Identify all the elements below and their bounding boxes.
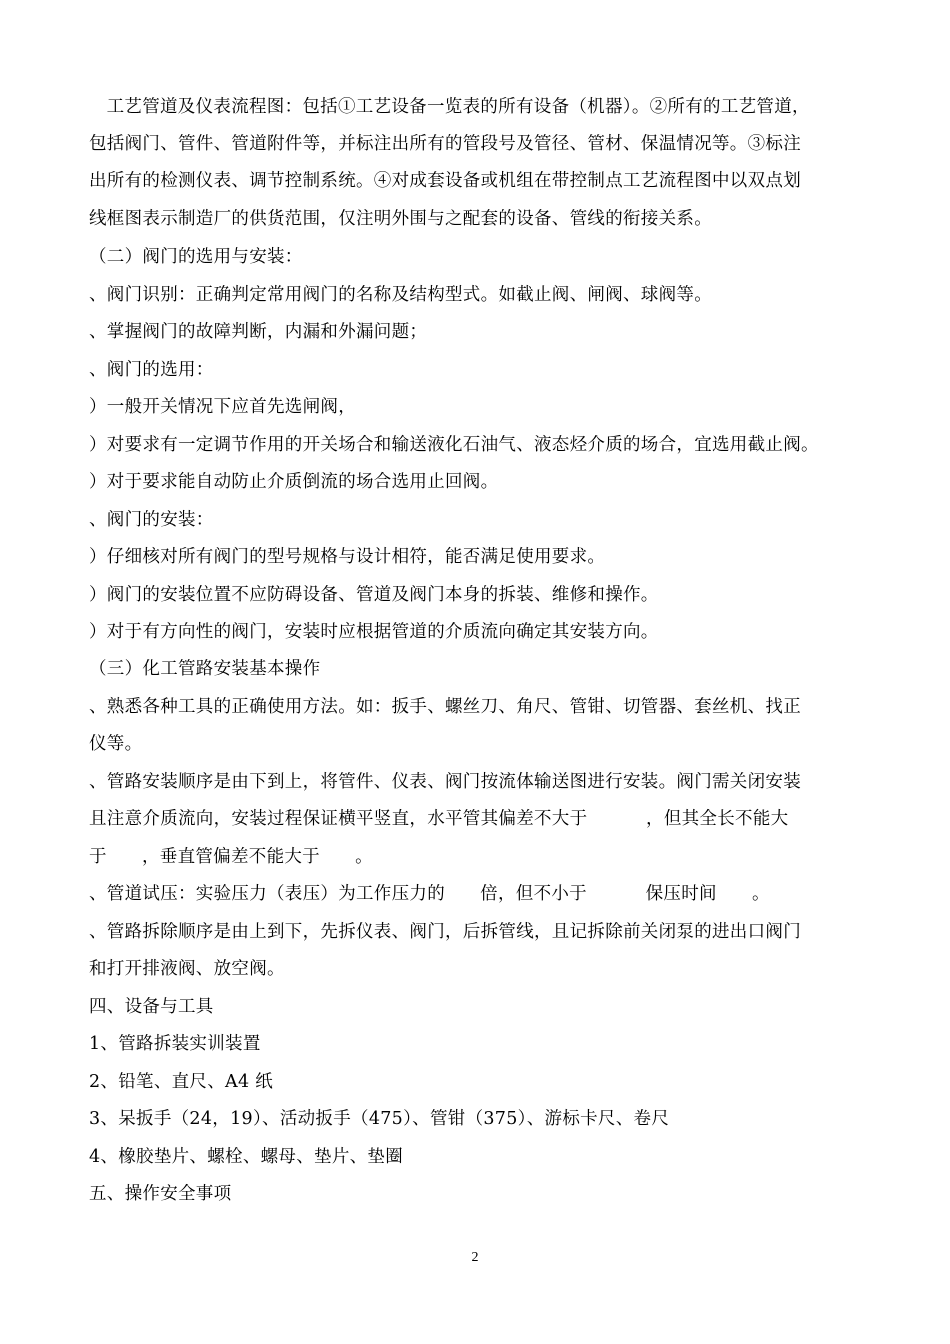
text-line: 、管道试压：实验压力（表压）为工作压力的 倍，但不小于 保压时间 。 <box>89 884 770 904</box>
text-line: 、熟悉各种工具的正确使用方法。如：扳手、螺丝刀、角尺、管钳、切管器、套丝机、找正 <box>89 697 801 717</box>
text-line: 工艺管道及仪表流程图：包括①工艺设备一览表的所有设备（机器）。②所有的工艺管道， <box>89 97 810 117</box>
text-line: 于 ，垂直管偏差不能大于 。 <box>89 847 373 867</box>
section-heading: 四、设备与工具 <box>89 997 214 1017</box>
list-item: 2、铅笔、直尺、A4 纸 <box>89 1072 274 1092</box>
text-line: 和打开排液阀、放空阀。 <box>89 959 285 979</box>
text-line: ）一般开关情况下应首先选闸阀， <box>89 397 356 417</box>
list-item: 4、橡胶垫片、螺栓、螺母、垫片、垫圈 <box>89 1147 404 1167</box>
text-line: 仪等。 <box>89 734 143 754</box>
text-line: 、掌握阀门的故障判断，内漏和外漏问题； <box>89 322 428 342</box>
text-line: ）对于有方向性的阀门，安装时应根据管道的介质流向确定其安装方向。 <box>89 622 659 642</box>
text-line: 包括阀门、管件、管道附件等，并标注出所有的管段号及管径、管材、保温情况等。③标注 <box>89 134 801 154</box>
text-line: ）阀门的安装位置不应防碍设备、管道及阀门本身的拆装、维修和操作。 <box>89 585 659 605</box>
text-line: 且注意介质流向，安装过程保证横平竖直，水平管其偏差不大于 ，但其全长不能大 <box>89 809 789 829</box>
list-item: 3、呆扳手（24，19）、活动扳手（475）、管钳（375）、游标卡尺、卷尺 <box>89 1109 670 1129</box>
section-heading: （三）化工管路安装基本操作 <box>89 659 321 679</box>
section-heading: 五、操作安全事项 <box>89 1184 232 1204</box>
text-line: ）仔细核对所有阀门的型号规格与设计相符，能否满足使用要求。 <box>89 547 606 567</box>
text-line: ）对要求有一定调节作用的开关场合和输送液化石油气、液态烃介质的场合，宜选用截止阀。 <box>89 435 819 455</box>
text-line: 、管路安装顺序是由下到上，将管件、仪表、阀门按流体输送图进行安装。阀门需关闭安装 <box>89 772 801 792</box>
section-heading: （二）阀门的选用与安装： <box>89 247 303 267</box>
text-line: 线框图表示制造厂的供货范围，仅注明外围与之配套的设备、管线的衔接关系。 <box>89 209 712 229</box>
list-item: 1、管路拆装实训装置 <box>89 1034 261 1054</box>
page-number: 2 <box>471 1250 479 1265</box>
text-line: 、管路拆除顺序是由上到下，先拆仪表、阀门，后拆管线，且记拆除前关闭泵的进出口阀门 <box>89 922 801 942</box>
text-line: 、阀门的安装： <box>89 510 214 530</box>
text-line: 出所有的检测仪表、调节控制系统。④对成套设备或机组在带控制点工艺流程图中以双点划 <box>89 171 801 191</box>
text-line: 、阀门识别：正确判定常用阀门的名称及结构型式。如截止阀、闸阀、球阀等。 <box>89 285 712 305</box>
text-line: 、阀门的选用： <box>89 360 214 380</box>
text-line: ）对于要求能自动防止介质倒流的场合选用止回阀。 <box>89 472 499 492</box>
